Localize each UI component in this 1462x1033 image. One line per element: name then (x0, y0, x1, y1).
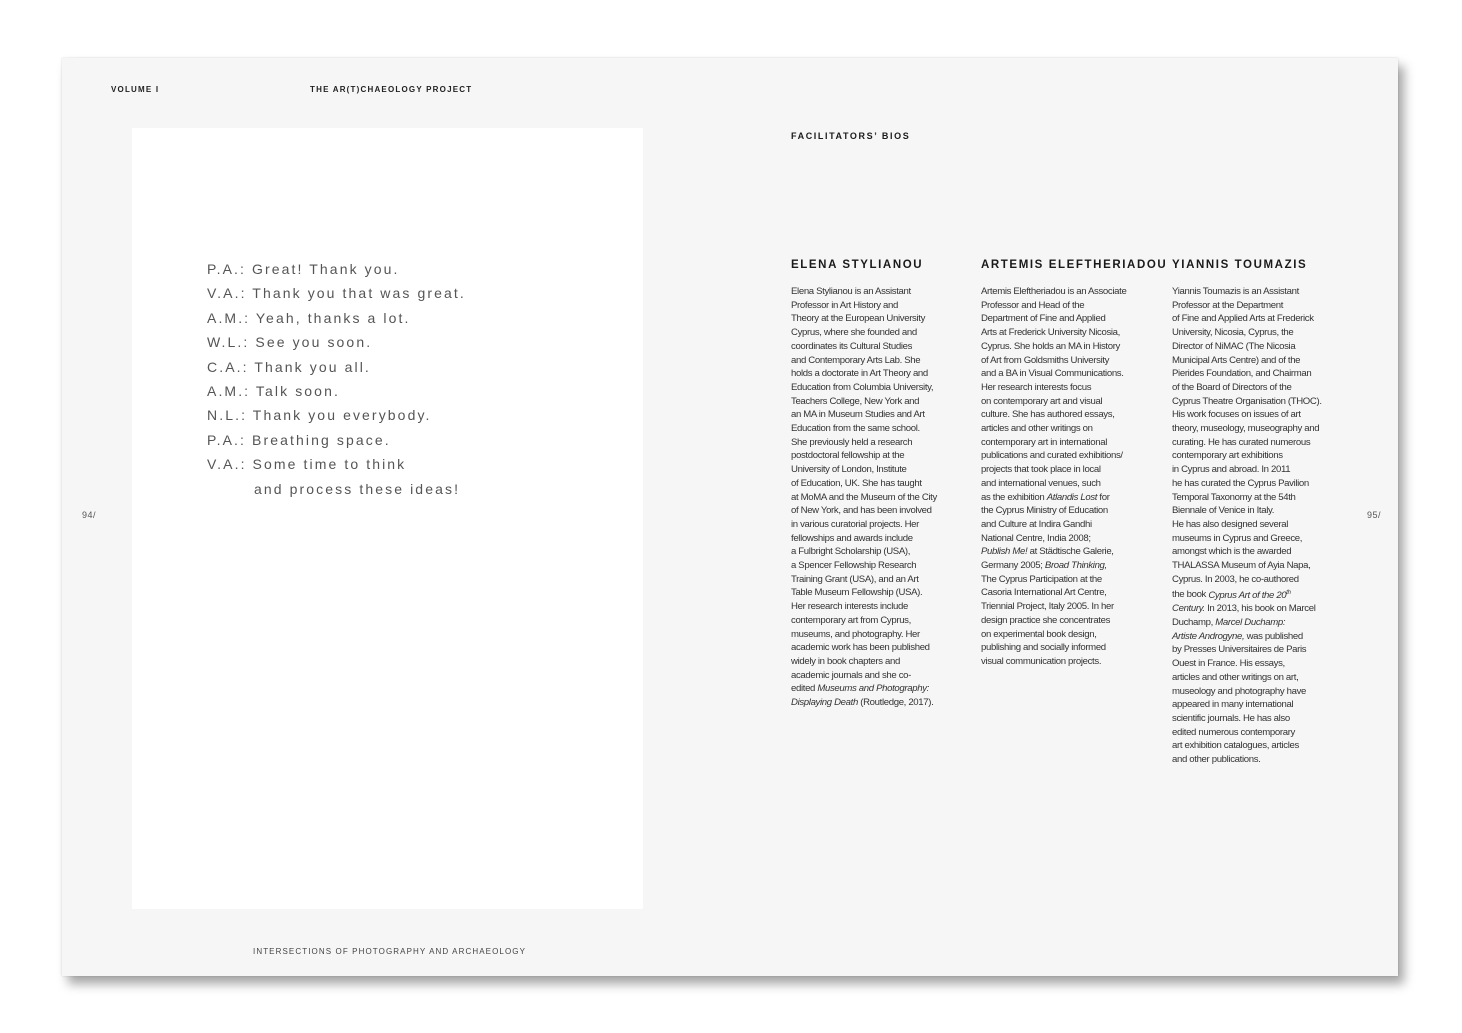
bio-text (791, 285, 971, 710)
bio-line: Elena Stylianou is an Assistant (791, 286, 911, 297)
bio-line: and Culture at Indira Gandhi (981, 518, 1092, 530)
bio-line: contemporary art in international (981, 436, 1108, 448)
volume-label: VOLUME I (111, 85, 160, 94)
bio-line: and international venues, such (981, 477, 1101, 489)
dialogue-line: V.A.: Thank you that was great. (207, 285, 466, 302)
bio-line: the book Cyprus Art of the 20th (1172, 589, 1291, 601)
bio-line: museums in Cyprus and Greece, (1172, 532, 1303, 544)
dialogue-line: P.A.: Great! Thank you. (207, 261, 400, 277)
bio-line: Professor and Head of the (981, 299, 1085, 311)
dialogue-line: W.L.: See you soon. (207, 334, 373, 351)
bio-line: of the Board of Directors of the (1172, 381, 1292, 393)
bio-line: and other publications. (1172, 754, 1261, 766)
bio-line: academic work has been published (791, 642, 930, 654)
bio-line: art exhibition catalogues, articles (1172, 740, 1299, 752)
bio-line: Professor at the Department (1172, 299, 1284, 311)
bio-line: amongst which is the awarded (1172, 546, 1292, 558)
bio-column-3 (1172, 259, 1352, 767)
bio-line: Cyprus Theatre Organisation (THOC). (1172, 395, 1322, 407)
bio-name: ARTEMIS ELEFTHERIADOU (981, 259, 1168, 271)
bio-line: Theory at the European University (791, 313, 926, 325)
bio-line: design practice she concentrates (981, 614, 1111, 626)
bio-name: ELENA STYLIANOU (791, 259, 924, 271)
bio-line: Publish Me! at Städtische Galerie, (981, 546, 1114, 558)
bio-line: Casoria International Art Centre, (981, 587, 1107, 599)
bio-line: and Contemporary Arts Lab. She (791, 354, 921, 366)
bio-line: by Presses Universitaires de Paris (1172, 644, 1307, 656)
bio-line: a Spencer Fellowship Research (791, 560, 917, 572)
bio-line: at MoMA and the Museum of the City (791, 491, 937, 503)
bio-column-1 (791, 259, 971, 710)
bio-line: Arts at Frederick University Nicosia, (981, 327, 1120, 339)
bio-line: on experimental book design, (981, 628, 1097, 640)
bio-line: he has curated the Cyprus Pavilion (1172, 477, 1309, 489)
book-footer-title: INTERSECTIONS OF PHOTOGRAPHY AND ARCHAEOLOGY (253, 947, 527, 956)
bio-line: edited numerous contemporary (1172, 726, 1295, 738)
bio-line: University of London, Institute (791, 464, 907, 476)
bio-line: THALASSA Museum of Ayia Napa, (1172, 560, 1311, 572)
bio-line: scientific journals. He has also (1172, 712, 1290, 724)
book-spread (62, 58, 1398, 976)
bio-line: the Cyprus Ministry of Education (981, 505, 1108, 517)
bio-line: museology and photography have (1172, 685, 1307, 697)
dialogue-line: P.A.: Breathing space. (207, 431, 391, 448)
bio-line: Ouest in France. His essays, (1172, 658, 1285, 670)
dialogue-line-continuation: and process these ideas! (254, 480, 461, 497)
left-page-number: 94/ (82, 510, 97, 520)
bio-line: Pierides Foundation, and Chairman (1172, 368, 1312, 380)
bio-line: Displaying Death (Routledge, 2017). (791, 697, 934, 709)
bio-line: publications and curated exhibitions/ (981, 450, 1123, 462)
bio-line: and a BA in Visual Communications. (981, 368, 1124, 380)
bio-text (981, 285, 1161, 669)
bio-line: Professor in Art History and (791, 299, 898, 311)
bio-line: projects that took place in local (981, 464, 1101, 476)
bio-line: of New York, and has been involved (791, 505, 932, 517)
bio-line: edited Museums and Photography: (791, 683, 929, 695)
bio-line: Artemis Eleftheriadou is an Associate (981, 286, 1127, 297)
bio-line: National Centre, India 2008; (981, 532, 1091, 544)
bio-line: Temporal Taxonomy at the 54th (1172, 491, 1296, 503)
bio-line: Artiste Androgyne, was published (1172, 630, 1303, 642)
bio-line: Yiannis Toumazis is an Assistant (1172, 286, 1299, 297)
bio-line: Cyprus, where she founded and (791, 327, 917, 339)
right-page-number: 95/ (1367, 510, 1382, 520)
bio-line: Her research interests include (791, 601, 908, 613)
bio-text (1172, 285, 1352, 767)
bio-line: contemporary art exhibitions (1172, 450, 1283, 462)
bio-line: Teachers College, New York and (791, 395, 920, 407)
bio-line: coordinates its Cultural Studies (791, 340, 913, 352)
bio-line: Cyprus. She holds an MA in History (981, 340, 1121, 352)
bio-line: Department of Fine and Applied (981, 313, 1106, 325)
bio-line: The Cyprus Participation at the (981, 573, 1102, 585)
bio-line: Triennial Project, Italy 2005. In her (981, 601, 1114, 613)
bio-line: He has also designed several (1172, 518, 1289, 530)
dialogue-line: A.M.: Talk soon. (207, 383, 340, 400)
bio-line: She previously held a research (791, 436, 913, 448)
bio-line: holds a doctorate in Art Theory and (791, 368, 928, 380)
bio-line: on contemporary art and visual (981, 395, 1103, 407)
bio-line: culture. She has authored essays, (981, 409, 1115, 421)
bio-line: articles and other writings on art, (1172, 671, 1299, 683)
bio-line: Education from the same school. (791, 423, 920, 435)
bio-line: of Fine and Applied Arts at Frederick (1172, 313, 1314, 325)
project-title: THE AR(T)CHAEOLOGY PROJECT (310, 85, 473, 94)
bio-line: Municipal Arts Centre) and of the (1172, 354, 1301, 366)
bio-line: His work focuses on issues of art (1172, 409, 1301, 421)
bio-line: publishing and socially informed (981, 642, 1106, 654)
bio-line: contemporary art from Cyprus, (791, 614, 911, 626)
bio-line: of Art from Goldsmiths University (981, 354, 1110, 366)
bio-line: in various curatorial projects. Her (791, 518, 919, 530)
bio-line: appeared in many international (1172, 699, 1294, 711)
bio-name: YIANNIS TOUMAZIS (1172, 259, 1308, 271)
bio-line: Table Museum Fellowship (USA). (791, 587, 923, 599)
dialogue-line: C.A.: Thank you all. (207, 358, 371, 375)
bio-line: Training Grant (USA), and an Art (791, 573, 919, 585)
dialogue-line: V.A.: Some time to think (207, 456, 407, 473)
bio-line: widely in book chapters and (791, 655, 900, 667)
dialogue-list (207, 257, 466, 501)
bio-line: academic journals and she co- (791, 669, 911, 681)
bio-line: of Education, UK. She has taught (791, 477, 922, 489)
bio-line: articles and other writings on (981, 423, 1093, 435)
bio-line: theory, museology, museography and (1172, 423, 1320, 435)
bio-line: museums, and photography. Her (791, 628, 920, 640)
bio-line: Biennale of Venice in Italy. (1172, 505, 1275, 517)
bio-line: Germany 2005; Broad Thinking, (981, 560, 1107, 572)
bio-line: in Cyprus and abroad. In 2011 (1172, 464, 1291, 476)
bio-line: Her research interests focus (981, 381, 1092, 393)
section-title: FACILITATORS’ BIOS (791, 131, 911, 141)
bio-line: Cyprus. In 2003, he co-authored (1172, 573, 1299, 585)
bio-line: curating. He has curated numerous (1172, 436, 1311, 448)
bio-column-2 (981, 259, 1168, 669)
bio-line: an MA in Museum Studies and Art (791, 409, 925, 421)
bio-line: postdoctoral fellowship at the (791, 450, 905, 462)
bio-line: Director of NiMAC (The Nicosia (1172, 340, 1296, 352)
bio-line: Century. In 2013, his book on Marcel (1172, 603, 1316, 615)
bio-line: a Fulbright Scholarship (USA), (791, 546, 911, 558)
bio-line: visual communication projects. (981, 655, 1102, 667)
dialogue-line: N.L.: Thank you everybody. (207, 407, 432, 424)
bio-line: Duchamp, Marcel Duchamp: (1172, 617, 1286, 629)
bio-line: Education from Columbia University, (791, 381, 934, 393)
bio-line: University, Nicosia, Cyprus, the (1172, 327, 1294, 339)
bio-line: fellowships and awards include (791, 532, 913, 544)
dialogue-line: A.M.: Yeah, thanks a lot. (207, 309, 411, 326)
dialogue-panel (132, 128, 643, 909)
bio-line: as the exhibition Atlandis Lost for (981, 491, 1110, 503)
